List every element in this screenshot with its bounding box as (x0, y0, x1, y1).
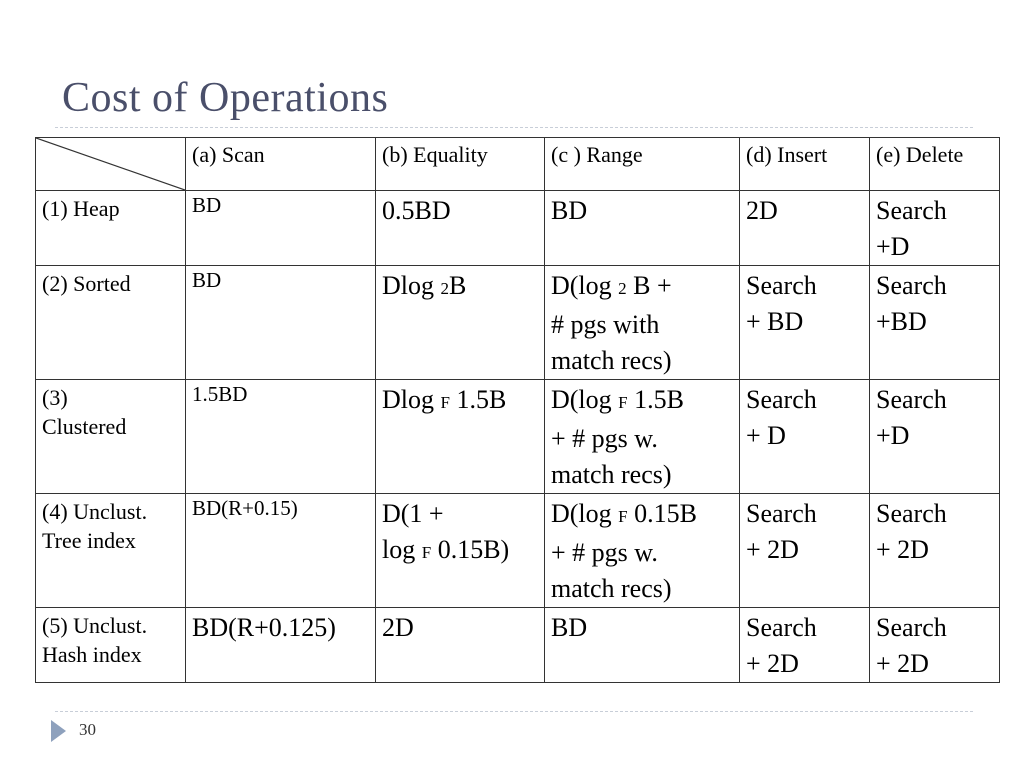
title-divider (55, 127, 973, 128)
cell-clustered-insert (740, 380, 870, 494)
cell-line: Search (876, 385, 947, 414)
row-label-unclust-hash (36, 608, 186, 683)
cell-line: + # pgs w. (551, 424, 658, 453)
cell-line: Clustered (42, 414, 127, 439)
cell-line: + 2D (746, 649, 799, 678)
cell-line: + D (746, 421, 786, 450)
cell-unclust-hash-delete (870, 608, 1000, 683)
cell-line: Search (876, 196, 947, 225)
cell-line: Search (746, 271, 817, 300)
formula-text: D(log (551, 271, 619, 300)
cell-unclust-tree-delete (870, 494, 1000, 608)
cell-line (551, 268, 733, 307)
cell-unclust-tree-range (545, 494, 740, 608)
corner-cell (36, 138, 186, 191)
cell-sorted-delete (870, 266, 1000, 380)
cell-line: +D (876, 232, 910, 261)
row-label-heap: (1) Heap (36, 191, 186, 266)
table-row (36, 266, 1000, 380)
cell-line: Search (746, 385, 817, 414)
cell-sorted-equality (376, 266, 545, 380)
cell-line: Search (876, 613, 947, 642)
cell-heap-insert: 2D (740, 191, 870, 266)
cell-line: + BD (746, 307, 804, 336)
cell-line (551, 382, 733, 421)
cell-unclust-tree-equality (376, 494, 545, 608)
log-base: 2 (618, 279, 627, 298)
log-base: F (421, 543, 432, 562)
column-header-scan: (a) Scan (186, 138, 376, 191)
cell-line (551, 496, 733, 535)
cell-line (382, 532, 538, 571)
log-base: F (618, 393, 628, 412)
cell-unclust-tree-insert (740, 494, 870, 608)
triangle-bullet-icon (51, 720, 66, 742)
cell-line: (5) Unclust. (42, 613, 148, 638)
formula-text: B + (626, 271, 672, 300)
cell-sorted-insert (740, 266, 870, 380)
table-row (36, 191, 1000, 266)
cell-unclust-hash-scan: BD(R+0.125) (186, 608, 376, 683)
cell-line: Search (746, 613, 817, 642)
cell-line: + 2D (876, 649, 929, 678)
table-row (36, 608, 1000, 683)
column-header-equality: (b) Equality (376, 138, 545, 191)
cell-line: Search (746, 499, 817, 528)
slide-number: 30 (79, 720, 96, 739)
cell-line: +BD (876, 307, 927, 336)
cell-unclust-hash-range: BD (545, 608, 740, 683)
cell-clustered-scan: 1.5BD (186, 380, 376, 494)
log-base: F (618, 507, 628, 526)
cell-line: Hash index (42, 642, 142, 667)
cell-clustered-range (545, 380, 740, 494)
row-label-clustered (36, 380, 186, 494)
cell-line: + # pgs w. (551, 538, 658, 567)
cell-heap-delete (870, 191, 1000, 266)
cost-table (35, 137, 1000, 683)
diagonal-line-icon (36, 138, 185, 190)
formula-text: 1.5B (627, 385, 684, 414)
cell-line: match recs) (551, 574, 672, 603)
cell-line: Tree index (42, 528, 136, 553)
formula-text: 0.15B (627, 499, 697, 528)
cell-line: + 2D (876, 535, 929, 564)
cell-line: +D (876, 421, 910, 450)
formula-text: log (382, 535, 422, 564)
formula-text: D(log (551, 385, 619, 414)
row-label-unclust-tree (36, 494, 186, 608)
cell-unclust-hash-equality: 2D (376, 608, 545, 683)
column-header-delete: (e) Delete (870, 138, 1000, 191)
cell-heap-scan: BD (186, 191, 376, 266)
cell-line: (3) (42, 385, 68, 410)
cell-sorted-scan: BD (186, 266, 376, 380)
formula-text: Dlog (382, 271, 441, 300)
formula-text: 0.15B) (431, 535, 510, 564)
cell-line: D(1 + (382, 499, 444, 528)
row-label-sorted: (2) Sorted (36, 266, 186, 380)
column-header-insert: (d) Insert (740, 138, 870, 191)
cell-heap-equality: 0.5BD (376, 191, 545, 266)
cell-heap-range: BD (545, 191, 740, 266)
log-base: F (440, 393, 450, 412)
log-base: 2 (440, 279, 449, 298)
cell-line: # pgs with (551, 310, 660, 339)
cell-clustered-equality (376, 380, 545, 494)
cell-unclust-tree-scan: BD(R+0.15) (186, 494, 376, 608)
column-header-range: (c ) Range (545, 138, 740, 191)
cell-line: (4) Unclust. (42, 499, 148, 524)
formula-text: 1.5B (449, 385, 507, 414)
cell-line: Search (876, 271, 947, 300)
table-row (36, 494, 1000, 608)
formula-text: B (449, 271, 467, 300)
formula-text: Dlog (382, 385, 441, 414)
cell-line: + 2D (746, 535, 799, 564)
table-row (36, 380, 1000, 494)
formula-text: D(log (551, 499, 619, 528)
cell-unclust-hash-insert (740, 608, 870, 683)
cell-sorted-range (545, 266, 740, 380)
slide-title: Cost of Operations (62, 75, 389, 121)
cell-line: match recs) (551, 346, 672, 375)
cell-clustered-delete (870, 380, 1000, 494)
cell-line: Search (876, 499, 947, 528)
cell-line: match recs) (551, 460, 672, 489)
footer-divider (55, 711, 973, 712)
table-header-row (36, 138, 1000, 191)
